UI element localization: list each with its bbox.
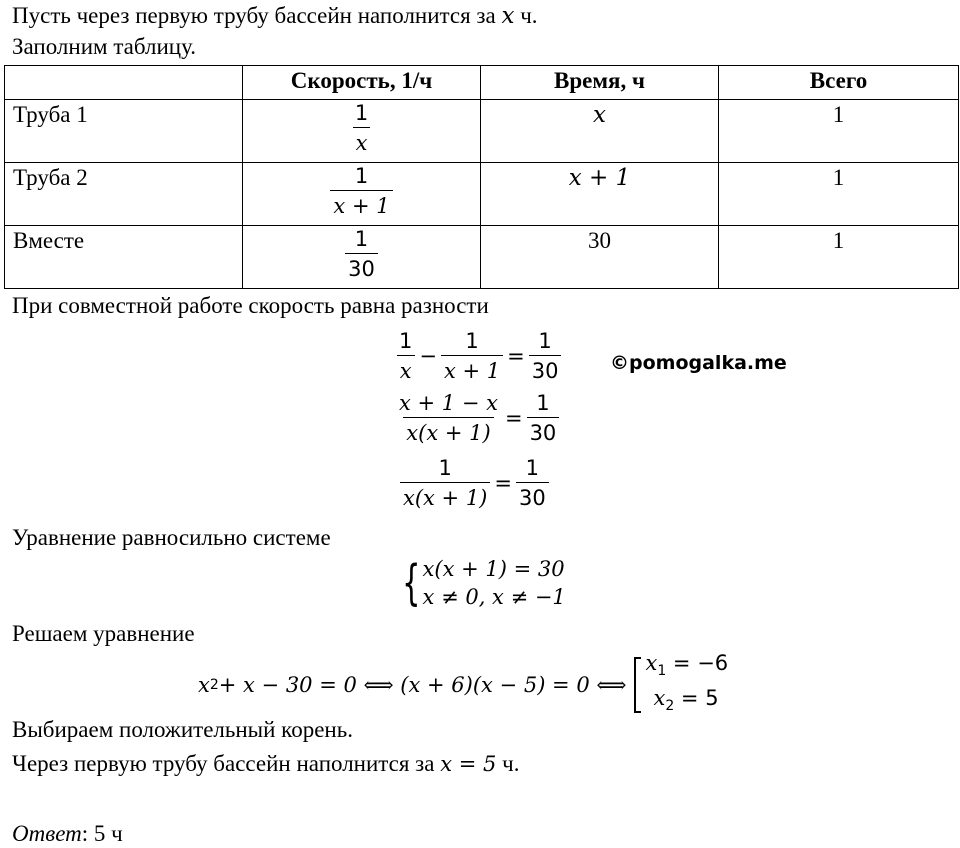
equation-system bbox=[396, 555, 566, 611]
intro-line-1 bbox=[12, 2, 538, 30]
answer bbox=[12, 820, 123, 848]
header-speed: Скорость, 1/ч bbox=[243, 66, 481, 100]
row-label: Труба 2 bbox=[5, 163, 243, 226]
header-total: Всего bbox=[719, 66, 959, 100]
text-difference: При совместной работе скорость равна разности bbox=[12, 293, 489, 318]
row-time: x bbox=[481, 100, 719, 163]
equation-2: $\frac{x + 1 - x}{x(x + 1)}$ = $\frac{1}{30}$ bbox=[396, 390, 559, 446]
row-label: Вместе bbox=[5, 226, 243, 289]
row-total: 1 bbox=[719, 163, 959, 226]
brace-icon: { bbox=[402, 555, 421, 611]
row-speed: $\frac{1}{x + 1}$ bbox=[243, 163, 481, 226]
root-1: $x_1 = -6$ bbox=[645, 651, 729, 680]
row-time: x + 1 bbox=[481, 163, 719, 226]
row-total: 1 bbox=[719, 226, 959, 289]
answer-label: Ответ bbox=[12, 821, 82, 846]
system-line-1: x(x + 1) = 30 bbox=[422, 557, 565, 581]
header-empty bbox=[5, 66, 243, 100]
table-header-row bbox=[5, 66, 959, 100]
watermark: ©pomogalka.me bbox=[610, 352, 787, 374]
row-label: Труба 1 bbox=[5, 100, 243, 163]
rate-table bbox=[4, 65, 959, 289]
row-speed: $\frac{1}{30}$ bbox=[243, 226, 481, 289]
intro-variable: x bbox=[501, 3, 515, 29]
system-line-2: x ≠ 0, x ≠ −1 bbox=[422, 585, 566, 609]
root-2: $x_2 = 5$ bbox=[653, 686, 719, 715]
table-row bbox=[5, 226, 959, 289]
quadratic-solution: x 2 + x − 30 = 0 ⟺ (x + 6)(x − 5) = 0 ⟺ $x_1 = -6$ $x_2 = 5$ bbox=[198, 650, 728, 720]
equation-3: $\frac{1}{x(x + 1)}$ = $\frac{1}{30}$ bbox=[400, 455, 549, 511]
row-total: 1 bbox=[719, 100, 959, 163]
text-choose: Выбираем положительный корень. bbox=[12, 717, 353, 742]
row-time: 30 bbox=[481, 226, 719, 289]
header-time: Время, ч bbox=[481, 66, 719, 100]
table-row bbox=[5, 100, 959, 163]
bracket-icon bbox=[634, 657, 641, 713]
table-row bbox=[5, 163, 959, 226]
intro-text: Пусть через первую трубу бассейн наполнится за bbox=[12, 3, 502, 28]
intro-line-2: Заполним таблицу. bbox=[12, 34, 197, 59]
text-solve: Решаем уравнение bbox=[12, 621, 195, 646]
row-speed: $\frac{1}{x}$ bbox=[243, 100, 481, 163]
intro-unit: ч. bbox=[514, 3, 538, 28]
answer-value: : 5 ч bbox=[81, 821, 123, 846]
conclusion: Через первую трубу бассейн наполнится за x = 5 ч. bbox=[12, 751, 520, 776]
equation-1: $\frac{1}{x}$ − $\frac{1}{x + 1}$ = $\frac{1}{30}$ bbox=[396, 328, 561, 384]
text-system: Уравнение равносильно системе bbox=[12, 525, 331, 550]
